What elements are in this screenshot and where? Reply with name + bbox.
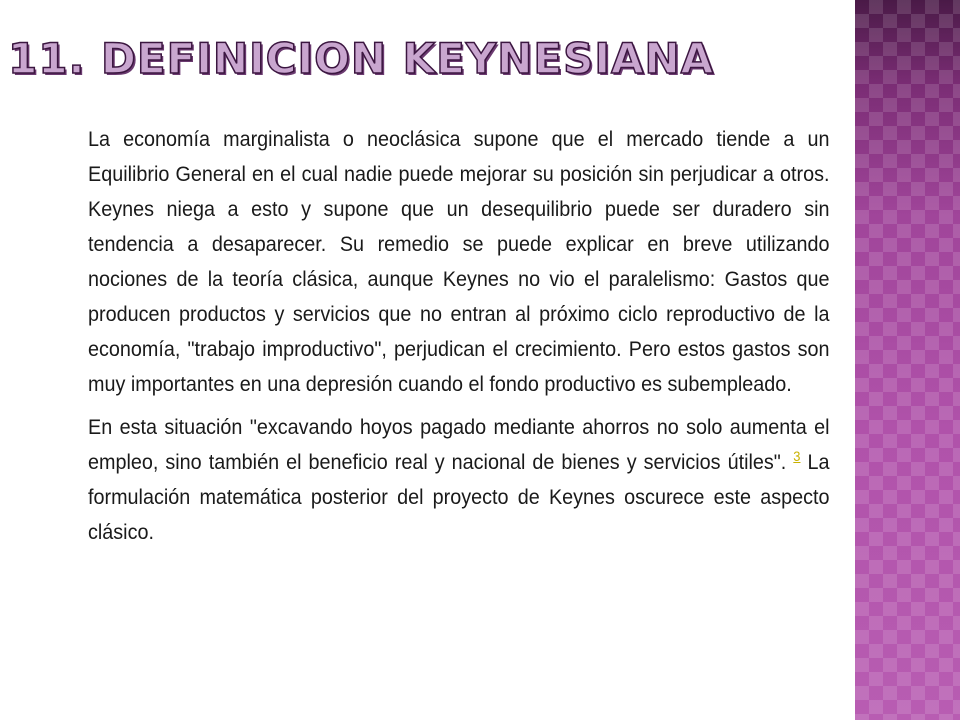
paragraph-2-text-end: La formulación matemática posterior del proyecto de Keynes oscurece este aspecto clásico. xyxy=(88,450,830,544)
slide-body xyxy=(88,122,830,558)
footnote-reference-link[interactable]: 3 xyxy=(793,447,801,464)
paragraph-2 xyxy=(88,410,830,550)
paragraph-1: La economía marginalista o neoclásica supone que el mercado tiende a un Equilibrio General en el cual nadie puede mejorar su posición sin perjudicar a otros. Keynes niega a esto y supone que un desequilibrio puede ser duradero sin tendencia a desaparecer. Su remedio se puede explicar en breve utilizando nociones de la teoría clásica, aunque Keynes no vio el paralelismo: Gastos que producen productos y servicios que no entran al próximo ciclo reproductivo de la economía, "trabajo improductivo", perjudican el crecimiento. Pero estos gastos son muy importantes en una depresión cuando el fondo productivo es subempleado. xyxy=(88,127,830,396)
decorative-side-panel xyxy=(855,0,960,720)
slide-title: 11. DEFINICION KEYNESIANA xyxy=(8,34,715,83)
paragraph-2-text-start: En esta situación "excavando hoyos pagado mediante ahorros no solo aumenta el empleo, sino también el beneficio real y nacional de bienes y servicios útiles". xyxy=(88,415,830,474)
